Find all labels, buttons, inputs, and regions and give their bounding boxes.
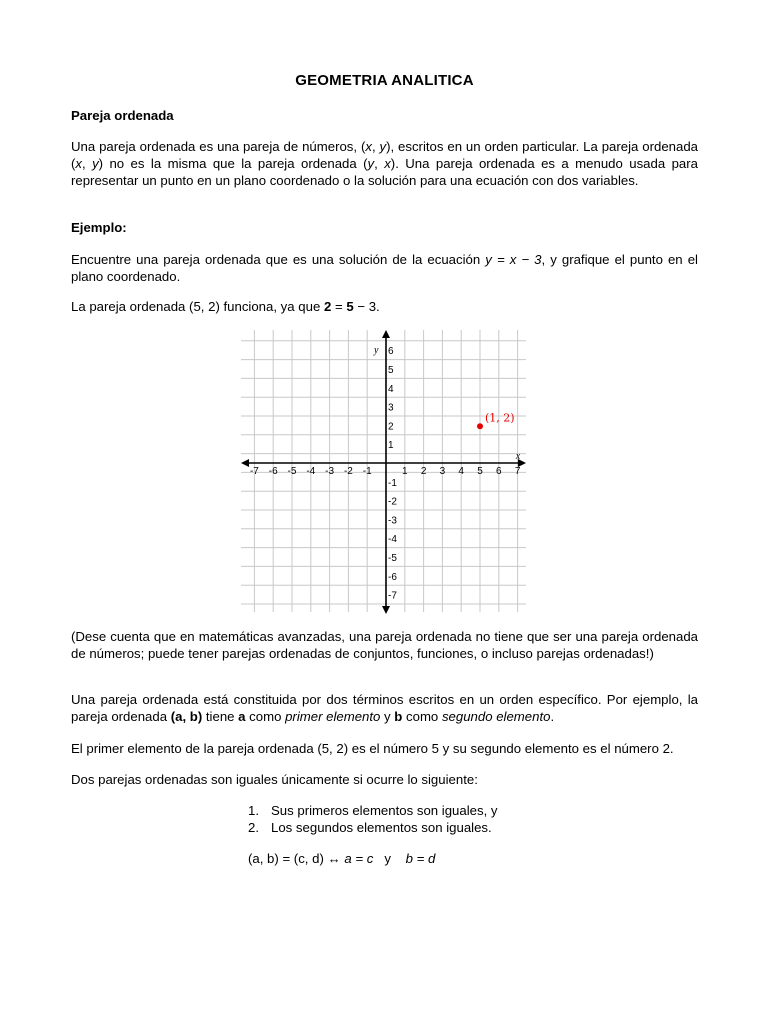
y-tick-label: -5	[388, 553, 397, 564]
terms-text: tiene	[202, 709, 239, 725]
var-x: x	[384, 156, 391, 172]
y-tick-label: -2	[388, 496, 397, 508]
y-tick-label: 4	[388, 383, 394, 395]
data-point	[477, 423, 483, 429]
x-tick-label: 4	[458, 466, 464, 477]
value-2: 2	[323, 299, 332, 314]
x-tick-label: -3	[325, 466, 335, 477]
y-tick-label: 1	[388, 440, 394, 452]
note-paragraph: (Dese cuenta que en matemáticas avanzadas, una pareja ordenada no tiene que ser una pareja ordenada de números; puede tener parejas ordenadas de conjuntos, funciones, o incluso parejas ordenadas!)	[71, 629, 698, 662]
solution-text: − 3.	[353, 299, 380, 314]
comma: ,	[371, 139, 380, 154]
x-axis-label: x	[515, 451, 521, 462]
x-tick-label: -1	[362, 466, 372, 477]
first-element-term: primer elemento	[285, 709, 381, 725]
equation: y = x − 3	[485, 252, 542, 267]
y-tick-label: 5	[388, 365, 394, 376]
condition-a-c: a = c	[344, 851, 374, 866]
var-x: x	[75, 156, 82, 172]
comma: ,	[82, 156, 93, 172]
point-label: (1, 2)	[485, 411, 515, 425]
var-y: y	[92, 156, 99, 172]
list-number: 2.	[248, 819, 259, 835]
condition-b-d: b = d	[405, 851, 436, 866]
list-number: 1.	[248, 803, 259, 818]
y-axis-arrow-down	[382, 606, 390, 614]
example-text: , y grafique el punto en el plano coordenado.	[71, 252, 698, 285]
x-tick-label: 3	[439, 466, 446, 477]
solution-text: La pareja ordenada (5, 2) funciona, ya que	[71, 299, 324, 314]
var-x: x	[365, 139, 372, 154]
x-tick-label: 5	[477, 466, 483, 477]
y-tick-label: -4	[388, 534, 397, 546]
letter-b: b	[394, 709, 403, 725]
y-tick-label: 3	[388, 402, 394, 414]
y-tick-label: -6	[388, 571, 397, 583]
elements-paragraph: El primer elemento de la pareja ordenada (5, 2) es el número 5 y su segundo elemento es el número 2.	[71, 741, 674, 756]
y-tick-label: 6	[388, 346, 394, 358]
x-tick-label: 7	[514, 466, 521, 477]
equals: =	[331, 299, 347, 314]
x-tick-label: 6	[496, 466, 502, 477]
y-tick-label: -1	[388, 477, 397, 489]
formula-and: y	[373, 851, 406, 866]
x-tick-label: -2	[343, 466, 353, 477]
value-5: 5	[346, 299, 354, 314]
formula-lhs: (a, b) = (c, d) ↔	[248, 851, 345, 866]
terms-text: Una pareja ordenada está constituida por dos términos escritos en un orden específico. Por ejemplo, la pareja ordenada	[71, 692, 698, 725]
var-y: y	[367, 156, 375, 172]
x-tick-label: -5	[287, 466, 297, 477]
section-heading: Pareja ordenada	[71, 108, 174, 123]
x-tick-label: 1	[402, 466, 408, 477]
x-tick-label: -7	[249, 466, 259, 477]
x-tick-label: -6	[268, 466, 278, 477]
terms-text: .	[550, 709, 555, 725]
intro-text: Una pareja ordenada es una pareja de números, (	[71, 139, 366, 154]
terms-text: como	[245, 709, 286, 725]
x-tick-label: 2	[420, 466, 427, 477]
equal-intro: Dos parejas ordenadas son iguales únicamente si ocurre lo siguiente:	[71, 772, 478, 787]
y-tick-label: -3	[388, 515, 397, 527]
example-heading: Ejemplo:	[71, 220, 127, 235]
list-text: Los segundos elementos son iguales.	[271, 819, 492, 835]
x-tick-label: -4	[306, 466, 316, 477]
example-text: Encuentre una pareja ordenada que es una solución de la ecuación	[71, 252, 486, 267]
y-axis-arrow-up	[382, 330, 390, 338]
second-element-term: segundo elemento	[441, 709, 551, 725]
y-tick-label: 2	[388, 421, 394, 433]
terms-text: como	[402, 709, 442, 725]
page-title: GEOMETRIA ANALITICA	[295, 72, 474, 89]
pair-ab: (a, b)	[170, 709, 203, 725]
x-axis-arrow-left	[241, 459, 249, 467]
letter-a: a	[238, 709, 246, 725]
intro-text: ) no es la misma que la pareja ordenada (	[98, 156, 368, 172]
intro-text: ). Una pareja ordenada es a menudo usada para representar un punto en un plano coordenado o la solución para una ecuación con dos variables.	[71, 156, 698, 189]
comma: ,	[374, 156, 385, 172]
y-tick-label: -7	[388, 590, 397, 602]
var-y: y	[379, 139, 387, 154]
list-text: Sus primeros elementos son iguales, y	[271, 803, 498, 818]
y-axis-label: y	[374, 345, 379, 357]
intro-text: ), escritos en un orden particular. La pareja ordenada (	[71, 139, 699, 172]
terms-text: y	[380, 709, 395, 725]
